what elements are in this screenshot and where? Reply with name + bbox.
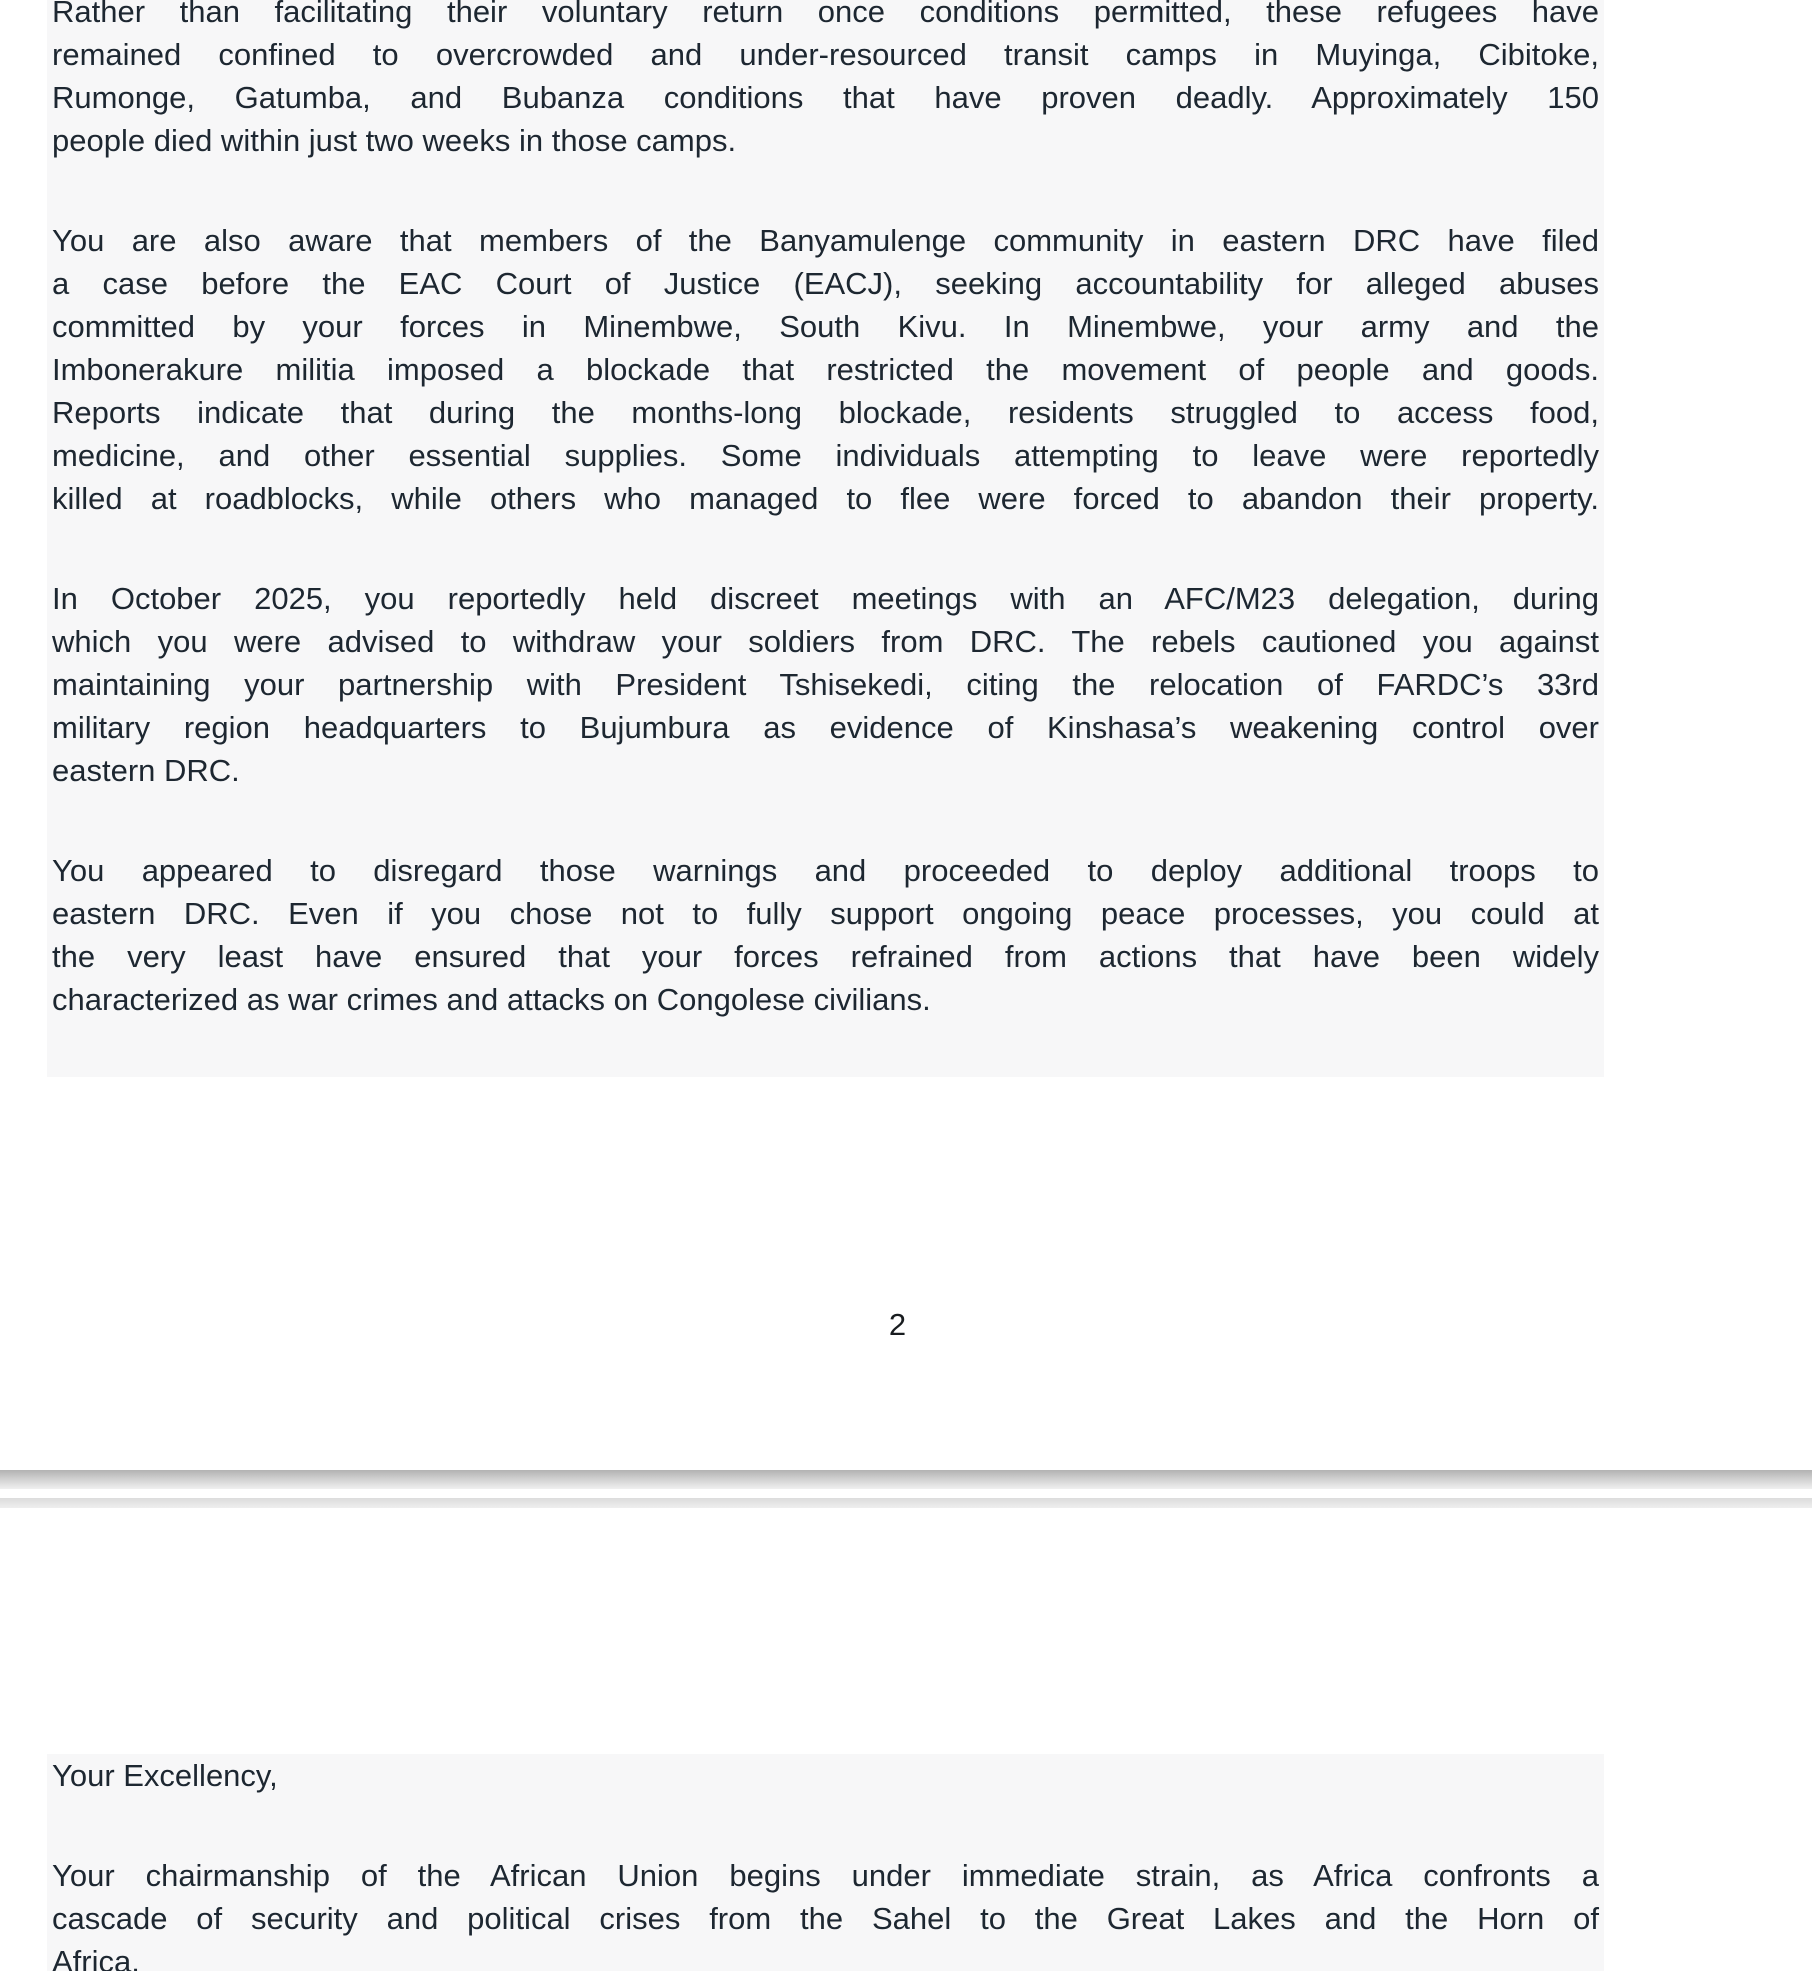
text-line: eastern DRC. <box>52 753 240 788</box>
text-line: characterized as war crimes and attacks on Congolese civilians. <box>52 982 931 1017</box>
text-line: In October 2025, you reportedly held discreet meetings with an AFC/M23 delegation, during <box>52 581 1599 616</box>
text-line: Imbonerakure militia imposed a blockade that restricted the movement of people and goods. <box>52 352 1599 387</box>
paragraph <box>52 1854 1599 1971</box>
page-break-divider <box>0 1498 1812 1508</box>
text-line: Your chairmanship of the African Union begins under immediate strain, as Africa confronts a <box>52 1858 1599 1893</box>
text-line: eastern DRC. Even if you chose not to fully support ongoing peace processes, you could at <box>52 896 1599 931</box>
text-line: a case before the EAC Court of Justice (EACJ), seeking accountability for alleged abuses <box>52 266 1599 301</box>
paragraph <box>52 849 1599 1021</box>
text-line: You appeared to disregard those warnings and proceeded to deploy additional troops to <box>52 853 1599 888</box>
text-line: You are also aware that members of the Banyamulenge community in eastern DRC have filed <box>52 223 1599 258</box>
text-line: remained confined to overcrowded and under-resourced transit camps in Muyinga, Cibitoke, <box>52 37 1599 72</box>
text-line: which you were advised to withdraw your soldiers from DRC. The rebels cautioned you against <box>52 624 1599 659</box>
text-line: military region headquarters to Bujumbura as evidence of Kinshasa’s weakening control over <box>52 710 1599 745</box>
text-line: medicine, and other essential supplies. Some individuals attempting to leave were reportedly <box>52 438 1599 473</box>
text-line: Rather than facilitating their voluntary return once conditions permitted, these refugees have <box>52 0 1599 29</box>
paragraph <box>52 577 1599 792</box>
text-line: the very least have ensured that your forces refrained from actions that have been widely <box>52 939 1599 974</box>
page-number: 2 <box>888 1307 907 1342</box>
text-line: Reports indicate that during the months-long blockade, residents struggled to access food, <box>52 395 1599 430</box>
paragraph <box>52 0 1599 162</box>
text-line: people died within just two weeks in those camps. <box>52 123 737 158</box>
text-line: cascade of security and political crises from the Sahel to the Great Lakes and the Horn of <box>52 1901 1599 1936</box>
page-break-shadow <box>0 1470 1812 1489</box>
text-line: killed at roadblocks, while others who managed to flee were forced to abandon their property. <box>52 481 1599 516</box>
text-line: Africa. <box>52 1944 140 1971</box>
paragraph <box>52 219 1599 520</box>
page-2-text-block <box>47 0 1604 1077</box>
salutation-line: Your Excellency, <box>52 1758 278 1793</box>
text-line: committed by your forces in Minembwe, South Kivu. In Minembwe, your army and the <box>52 309 1599 344</box>
text-line: Rumonge, Gatumba, and Bubanza conditions that have proven deadly. Approximately 150 <box>52 80 1599 115</box>
salutation-paragraph <box>52 1754 1599 1797</box>
page-3-text-block <box>47 1754 1604 1971</box>
text-line: maintaining your partnership with President Tshisekedi, citing the relocation of FARDC’s 33rd <box>52 667 1599 702</box>
